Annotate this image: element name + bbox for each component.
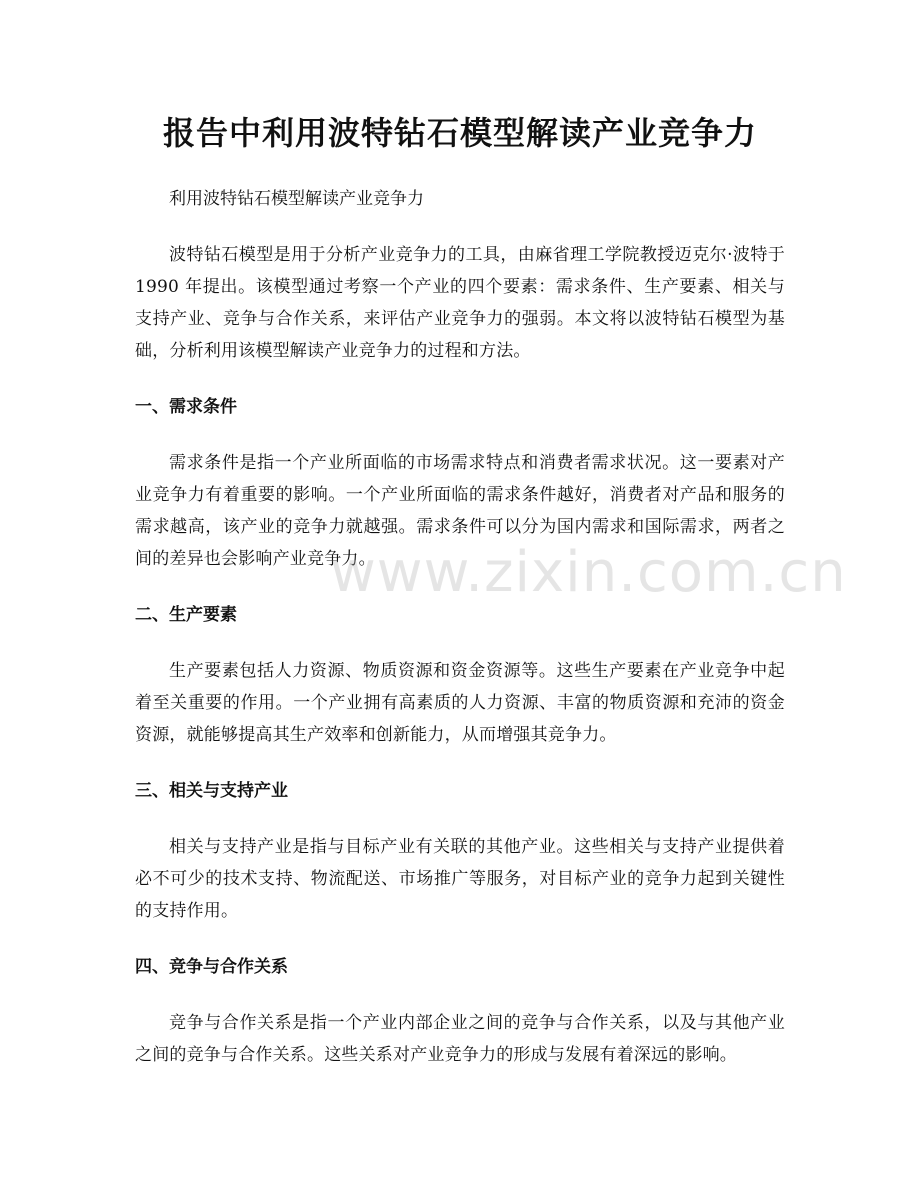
page-title: 报告中利用波特钻石模型解读产业竞争力 bbox=[162, 114, 757, 152]
section-paragraph: 相关与支持产业是指与目标产业有关联的其他产业。这些相关与支持产业提供着必不可少的技术支持、物流配送、市场推广等服务，对目标产业的竞争力起到关键性的支持作用。 bbox=[135, 837, 785, 921]
section-paragraph: 需求条件是指一个产业所面临的市场需求特点和消费者需求状况。这一要素对产业竞争力有着重要的影响。一个产业所面临的需求条件越好，消费者对产品和服务的需求越高，该产业的竞争力就越强。需求条件可以分为国内需求和国际需求，两者之间的差异也会影响产业竞争力。 bbox=[135, 453, 785, 569]
section-paragraph: 竞争与合作关系是指一个产业内部企业之间的竞争与合作关系，以及与其他产业之间的竞争与合作关系。这些关系对产业竞争力的形成与发展有着深远的影响。 bbox=[135, 1013, 785, 1065]
section-heading: 二、生产要素 bbox=[135, 605, 237, 625]
section-heading: 三、相关与支持产业 bbox=[135, 781, 288, 801]
section-factors bbox=[135, 599, 785, 751]
section-demand bbox=[135, 391, 785, 575]
document-body bbox=[135, 183, 785, 1095]
section-related-industries bbox=[135, 775, 785, 927]
section-heading: 四、竞争与合作关系 bbox=[135, 957, 288, 977]
watermark: www.zixin.com.cn bbox=[330, 540, 847, 605]
document-subtitle: 利用波特钻石模型解读产业竞争力 bbox=[169, 189, 424, 209]
section-competition bbox=[135, 951, 785, 1071]
section-paragraph: 生产要素包括人力资源、物质资源和资金资源等。这些生产要素在产业竞争中起着至关重要的作用。一个产业拥有高素质的人力资源、丰富的物质资源和充沛的资金资源，就能够提高其生产效率和创新能力，从而增强其竞争力。 bbox=[135, 661, 785, 745]
intro-paragraph: 波特钻石模型是用于分析产业竞争力的工具，由麻省理工学院教授迈克尔·波特于 1990 年提出。该模型通过考察一个产业的四个要素：需求条件、生产要素、相关与支持产业、竞争与合作关系，来评估产业竞争力的强弱。本文将以波特钻石模型为基础，分析利用该模型解读产业竞争力的过程和方法。 bbox=[135, 245, 785, 361]
section-heading: 一、需求条件 bbox=[135, 397, 237, 417]
